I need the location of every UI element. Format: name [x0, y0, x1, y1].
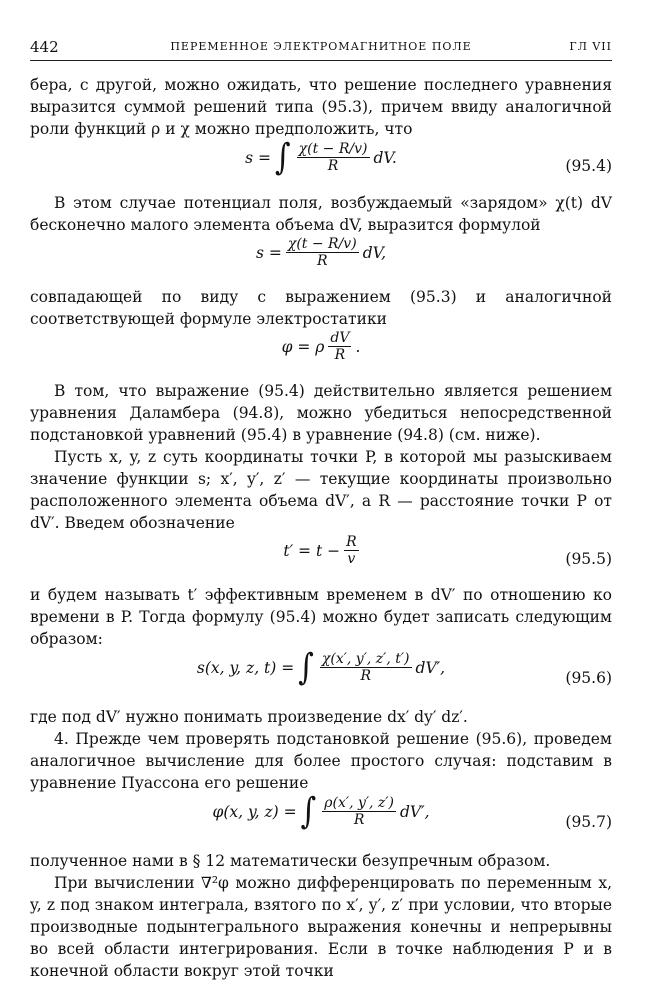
- eq-denominator: R: [316, 253, 328, 269]
- eq-tail: .: [355, 337, 361, 356]
- equation-s: [30, 236, 612, 286]
- eq-denominator: v: [347, 551, 356, 567]
- equation-95-5: [30, 534, 612, 584]
- eq-tail: dV,: [362, 243, 387, 262]
- integral-sign: ∫: [298, 646, 314, 689]
- equation-95-7: [30, 790, 612, 850]
- eq-lhs: s(x, y, z, t) =: [196, 658, 295, 677]
- equation-95-4: [30, 136, 612, 192]
- page-number: 442: [30, 38, 59, 56]
- eq-lhs: φ = ρ: [281, 337, 325, 356]
- eq-tail: dV.: [373, 148, 397, 167]
- paragraph-10: При вычислении ∇²φ можно дифференцировать по переменным x, y, z под знаком интеграла, взятого по x′, y′, z′ при условии, что вторые производные подынтегрального выражения конечны и непрерывны во всей области интегрирования. Если в точке наблюдения P и в конечной области вокруг этой точки: [30, 874, 612, 980]
- eq-numerator: χ(t − R/v): [298, 141, 368, 157]
- eq-lhs: s =: [255, 243, 282, 262]
- eq-lhs: t′ = t −: [283, 541, 341, 560]
- eq-numerator: χ(x′, y′, z′, t′): [321, 651, 410, 667]
- book-page: [30, 38, 612, 982]
- equation-95-6: [30, 646, 612, 706]
- eq-lhs: s =: [245, 148, 272, 167]
- paragraph-4: В том, что выражение (95.4) действительно является решением уравнения Даламбера (94.8), можно убедиться непосредственной подстановкой уравнений (95.4) в уравнение (94.8) (см. ниже).: [30, 382, 612, 444]
- chapter-label: ГЛ VII: [569, 40, 612, 53]
- running-head: ПЕРЕМЕННОЕ ЭЛЕКТРОМАГНИТНОЕ ПОЛЕ: [170, 40, 472, 53]
- eq-denominator: R: [327, 158, 339, 174]
- eq-denominator: R: [334, 347, 346, 363]
- paragraph-7: где под dV′ нужно понимать произведение dx′ dy′ dz′.: [30, 708, 468, 726]
- paragraph-9: полученное нами в § 12 математически безупречным образом.: [30, 852, 551, 870]
- paragraph-8: 4. Прежде чем проверять подстановкой решение (95.6), проведем аналогичное вычисление для более простого случая: подставим в уравнение Пуассона его решение: [30, 730, 612, 792]
- equation-phi: [30, 330, 612, 380]
- integral-sign: ∫: [300, 790, 317, 833]
- eq-numerator: χ(t − R/v): [287, 236, 357, 252]
- eq-tail: dV′,: [399, 802, 430, 821]
- paragraph-6: и будем называть t′ эффективным временем в dV′ по отношению ко времени в P. Тогда формулу (95.4) можно будет записать следующим образом:: [30, 586, 612, 648]
- eq-numerator: dV: [330, 330, 350, 346]
- equation-label: (95.5): [565, 550, 612, 568]
- eq-numerator: R: [346, 534, 357, 550]
- eq-numerator: ρ(x′, y′, z′): [324, 795, 394, 811]
- eq-tail: dV′,: [415, 658, 446, 677]
- paragraph-1: бера, с другой, можно ожидать, что решение последнего уравнения выразится суммой решений типа (95.3), причем ввиду аналогичной роли функций ρ и χ можно предположить, что: [30, 76, 612, 138]
- paragraph-2: В этом случае потенциал поля, возбуждаемый «зарядом» χ(t) dV бесконечно малого элемента объема dV, выразится формулой: [30, 194, 612, 234]
- equation-label: (95.6): [565, 669, 612, 687]
- equation-label: (95.4): [565, 157, 612, 175]
- integral-sign: ∫: [275, 136, 291, 179]
- eq-denominator: R: [353, 812, 365, 828]
- header-rule: [30, 60, 612, 61]
- paragraph-5: Пусть x, y, z суть координаты точки P, в которой мы разыскиваем значение функции s; x′, y′, z′ — текущие координаты произвольно расположенного элемента объема dV′, а R — расстояние точки P от dV′. Введем обозначение: [30, 448, 612, 532]
- eq-lhs: φ(x, y, z) =: [212, 802, 297, 821]
- eq-denominator: R: [360, 668, 371, 684]
- paragraph-3: совпадающей по виду с выражением (95.3) и аналогичной соответствующей формуле электростатики: [30, 288, 612, 328]
- page-header: [30, 38, 612, 60]
- equation-label: (95.7): [565, 813, 612, 831]
